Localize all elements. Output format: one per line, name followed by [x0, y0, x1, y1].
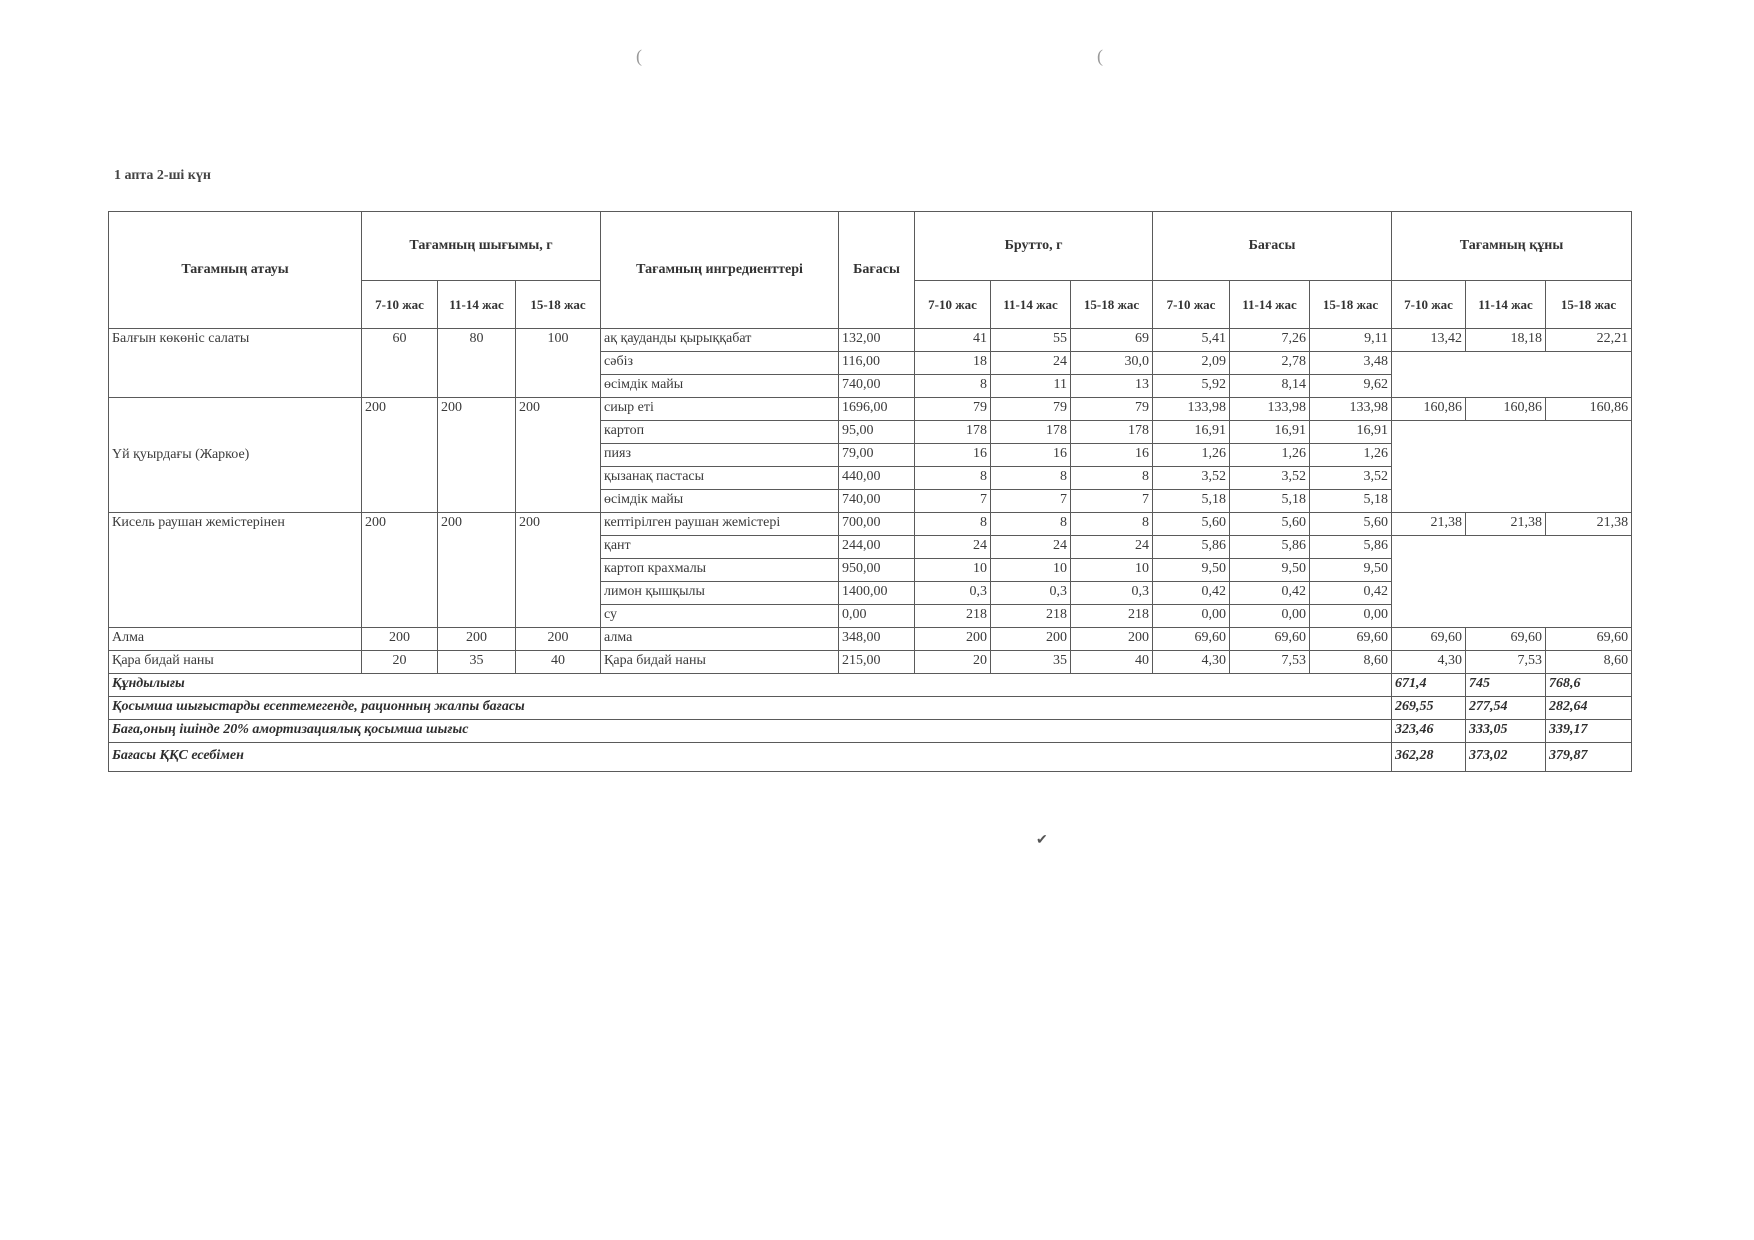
ingredient-brutto: 178: [991, 421, 1071, 444]
dish-cost: 160,86: [1466, 398, 1546, 421]
ingredient-brutto: 218: [1071, 605, 1153, 628]
header-ingredients: Тағамның ингредиенттері: [601, 212, 839, 329]
ingredient-price: 215,00: [839, 651, 915, 674]
ingredient-cost: 7,53: [1230, 651, 1310, 674]
ingredient-cost: 16,91: [1230, 421, 1310, 444]
ingredient-brutto: 18: [915, 352, 991, 375]
dish-output: 60: [362, 329, 438, 398]
age-col: 11-14 жас: [438, 281, 516, 329]
ingredient-brutto: 218: [991, 605, 1071, 628]
ingredient-brutto: 8: [915, 375, 991, 398]
summary-value: 671,4: [1392, 674, 1466, 697]
ingredient-name: қызанақ пастасы: [601, 467, 839, 490]
ingredient-name: Қара бидай наны: [601, 651, 839, 674]
ingredient-cost: 5,86: [1230, 536, 1310, 559]
ingredient-brutto: 35: [991, 651, 1071, 674]
dish-cost-empty: [1392, 421, 1632, 513]
ingredient-brutto: 41: [915, 329, 991, 352]
ingredient-price: 440,00: [839, 467, 915, 490]
ingredient-brutto: 7: [1071, 490, 1153, 513]
dish-cost: 69,60: [1546, 628, 1632, 651]
ingredient-brutto: 79: [1071, 398, 1153, 421]
age-col: 7-10 жас: [915, 281, 991, 329]
ingredient-cost: 5,60: [1310, 513, 1392, 536]
header-brutto: Брутто, г: [915, 212, 1153, 281]
menu-cost-table: [108, 211, 1632, 772]
ingredient-cost: 9,11: [1310, 329, 1392, 352]
ingredient-cost: 3,52: [1310, 467, 1392, 490]
table-row: [109, 651, 1632, 674]
ingredient-price: 700,00: [839, 513, 915, 536]
ingredient-brutto: 79: [915, 398, 991, 421]
ingredient-price: 0,00: [839, 605, 915, 628]
header-dish-cost: Тағамның құны: [1392, 212, 1632, 281]
ingredient-name: сиыр еті: [601, 398, 839, 421]
ingredient-name: өсімдік майы: [601, 375, 839, 398]
ingredient-cost: 69,60: [1310, 628, 1392, 651]
ingredient-cost: 1,26: [1310, 444, 1392, 467]
ingredient-cost: 5,18: [1230, 490, 1310, 513]
ingredient-cost: 2,09: [1153, 352, 1230, 375]
ingredient-cost: 133,98: [1230, 398, 1310, 421]
ingredient-price: 1696,00: [839, 398, 915, 421]
dish-cost: 21,38: [1392, 513, 1466, 536]
ingredient-price: 348,00: [839, 628, 915, 651]
summary-value: 373,02: [1466, 743, 1546, 772]
ingredient-cost: 16,91: [1310, 421, 1392, 444]
age-col: 11-14 жас: [1466, 281, 1546, 329]
dish-output: 200: [438, 398, 516, 513]
ingredient-name: лимон қышқылы: [601, 582, 839, 605]
ingredient-brutto: 8: [915, 513, 991, 536]
ingredient-cost: 7,26: [1230, 329, 1310, 352]
ingredient-cost: 3,48: [1310, 352, 1392, 375]
dish-cost: 7,53: [1466, 651, 1546, 674]
age-col: 7-10 жас: [1392, 281, 1466, 329]
summary-value: 333,05: [1466, 720, 1546, 743]
scan-mark: (: [636, 46, 642, 66]
ingredient-brutto: 8: [991, 513, 1071, 536]
ingredient-cost: 5,86: [1153, 536, 1230, 559]
dish-cost-empty: [1392, 536, 1632, 628]
summary-row: [109, 720, 1632, 743]
ingredient-name: су: [601, 605, 839, 628]
scan-mark: ✔: [1036, 833, 1048, 848]
ingredient-brutto: 7: [991, 490, 1071, 513]
ingredient-cost: 9,50: [1153, 559, 1230, 582]
ingredient-cost: 133,98: [1310, 398, 1392, 421]
summary-value: 277,54: [1466, 697, 1546, 720]
ingredient-brutto: 0,3: [991, 582, 1071, 605]
dish-output: 100: [516, 329, 601, 398]
dish-output: 200: [516, 513, 601, 628]
dish-name: Кисель раушан жемістерінен: [109, 513, 362, 628]
ingredient-name: картоп крахмалы: [601, 559, 839, 582]
summary-label: Қосымша шығыстарды есептемегенде, рационның жалпы бағасы: [109, 697, 1392, 720]
ingredient-name: өсімдік майы: [601, 490, 839, 513]
dish-name: Балғын көкөніс салаты: [109, 329, 362, 398]
dish-cost: 21,38: [1546, 513, 1632, 536]
ingredient-name: кептірілген раушан жемістері: [601, 513, 839, 536]
ingredient-cost: 16,91: [1153, 421, 1230, 444]
header-output: Тағамның шығымы, г: [362, 212, 601, 281]
dish-name: Үй қуырдағы (Жаркое): [109, 398, 362, 513]
ingredient-brutto: 10: [1071, 559, 1153, 582]
dish-cost: 18,18: [1466, 329, 1546, 352]
age-col: 15-18 жас: [1546, 281, 1632, 329]
dish-name: Қара бидай наны: [109, 651, 362, 674]
ingredient-cost: 133,98: [1153, 398, 1230, 421]
ingredient-price: 740,00: [839, 375, 915, 398]
age-col: 15-18 жас: [1310, 281, 1392, 329]
age-col: 11-14 жас: [991, 281, 1071, 329]
ingredient-cost: 5,18: [1310, 490, 1392, 513]
header-cost: Бағасы: [1153, 212, 1392, 281]
ingredient-cost: 5,60: [1153, 513, 1230, 536]
summary-row: [109, 674, 1632, 697]
ingredient-cost: 9,50: [1230, 559, 1310, 582]
table-body: [109, 329, 1632, 772]
table-row: [109, 329, 1632, 352]
ingredient-price: 132,00: [839, 329, 915, 352]
ingredient-cost: 9,50: [1310, 559, 1392, 582]
dish-output: 80: [438, 329, 516, 398]
table-row: [109, 513, 1632, 536]
summary-value: 282,64: [1546, 697, 1632, 720]
ingredient-cost: 5,18: [1153, 490, 1230, 513]
table-row: [109, 628, 1632, 651]
summary-value: 379,87: [1546, 743, 1632, 772]
ingredient-brutto: 10: [991, 559, 1071, 582]
ingredient-brutto: 13: [1071, 375, 1153, 398]
ingredient-cost: 2,78: [1230, 352, 1310, 375]
ingredient-brutto: 55: [991, 329, 1071, 352]
ingredient-brutto: 16: [991, 444, 1071, 467]
dish-cost-empty: [1392, 352, 1632, 398]
summary-value: 339,17: [1546, 720, 1632, 743]
ingredient-brutto: 69: [1071, 329, 1153, 352]
ingredient-brutto: 40: [1071, 651, 1153, 674]
dish-output: 200: [362, 628, 438, 651]
ingredient-cost: 5,86: [1310, 536, 1392, 559]
ingredient-cost: 5,41: [1153, 329, 1230, 352]
age-col: 15-18 жас: [1071, 281, 1153, 329]
ingredient-cost: 0,00: [1310, 605, 1392, 628]
ingredient-price: 740,00: [839, 490, 915, 513]
ingredient-cost: 4,30: [1153, 651, 1230, 674]
dish-output: 200: [362, 398, 438, 513]
dish-cost: 8,60: [1546, 651, 1632, 674]
header-price: Бағасы: [839, 212, 915, 329]
dish-cost: 69,60: [1392, 628, 1466, 651]
ingredient-price: 116,00: [839, 352, 915, 375]
ingredient-brutto: 0,3: [1071, 582, 1153, 605]
dish-output: 200: [516, 398, 601, 513]
ingredient-cost: 0,00: [1153, 605, 1230, 628]
age-col: 11-14 жас: [1230, 281, 1310, 329]
ingredient-price: 1400,00: [839, 582, 915, 605]
ingredient-brutto: 79: [991, 398, 1071, 421]
dish-output: 200: [438, 628, 516, 651]
ingredient-brutto: 11: [991, 375, 1071, 398]
dish-output: 200: [362, 513, 438, 628]
ingredient-brutto: 7: [915, 490, 991, 513]
ingredient-brutto: 218: [915, 605, 991, 628]
ingredient-cost: 5,92: [1153, 375, 1230, 398]
ingredient-brutto: 16: [1071, 444, 1153, 467]
ingredient-cost: 9,62: [1310, 375, 1392, 398]
dish-cost: 69,60: [1466, 628, 1546, 651]
ingredient-price: 244,00: [839, 536, 915, 559]
age-col: 7-10 жас: [1153, 281, 1230, 329]
ingredient-brutto: 8: [1071, 467, 1153, 490]
ingredient-brutto: 178: [915, 421, 991, 444]
summary-value: 745: [1466, 674, 1546, 697]
header-dish-name: Тағамның атауы: [109, 212, 362, 329]
summary-label: Құндылығы: [109, 674, 1392, 697]
ingredient-name: пияз: [601, 444, 839, 467]
ingredient-brutto: 24: [915, 536, 991, 559]
ingredient-name: алма: [601, 628, 839, 651]
ingredient-brutto: 16: [915, 444, 991, 467]
summary-row: [109, 697, 1632, 720]
ingredient-brutto: 24: [1071, 536, 1153, 559]
dish-output: 200: [516, 628, 601, 651]
ingredient-cost: 69,60: [1230, 628, 1310, 651]
ingredient-brutto: 24: [991, 352, 1071, 375]
ingredient-cost: 8,14: [1230, 375, 1310, 398]
ingredient-brutto: 30,0: [1071, 352, 1153, 375]
dish-output: 20: [362, 651, 438, 674]
summary-row: [109, 743, 1632, 772]
dish-cost: 160,86: [1392, 398, 1466, 421]
dish-cost: 4,30: [1392, 651, 1466, 674]
age-col: 15-18 жас: [516, 281, 601, 329]
ingredient-cost: 0,42: [1230, 582, 1310, 605]
ingredient-brutto: 200: [915, 628, 991, 651]
summary-label: Баға,оның ішінде 20% амортизациялық қосымша шығыс: [109, 720, 1392, 743]
ingredient-price: 950,00: [839, 559, 915, 582]
ingredient-brutto: 200: [1071, 628, 1153, 651]
dish-output: 40: [516, 651, 601, 674]
dish-name: Алма: [109, 628, 362, 651]
age-col: 7-10 жас: [362, 281, 438, 329]
ingredient-brutto: 24: [991, 536, 1071, 559]
ingredient-cost: 0,42: [1153, 582, 1230, 605]
ingredient-brutto: 200: [991, 628, 1071, 651]
dish-cost: 21,38: [1466, 513, 1546, 536]
summary-value: 768,6: [1546, 674, 1632, 697]
page-heading: 1 апта 2-ші күн: [114, 168, 211, 183]
dish-output: 35: [438, 651, 516, 674]
dish-output: 200: [438, 513, 516, 628]
ingredient-cost: 69,60: [1153, 628, 1230, 651]
ingredient-price: 95,00: [839, 421, 915, 444]
table-header: [109, 212, 1632, 329]
summary-value: 323,46: [1392, 720, 1466, 743]
ingredient-name: ақ қауданды қырыққабат: [601, 329, 839, 352]
ingredient-cost: 3,52: [1153, 467, 1230, 490]
ingredient-price: 79,00: [839, 444, 915, 467]
ingredient-cost: 0,42: [1310, 582, 1392, 605]
dish-cost: 160,86: [1546, 398, 1632, 421]
ingredient-cost: 0,00: [1230, 605, 1310, 628]
scan-mark: (: [1097, 46, 1103, 66]
ingredient-brutto: 8: [915, 467, 991, 490]
ingredient-cost: 5,60: [1230, 513, 1310, 536]
ingredient-name: қант: [601, 536, 839, 559]
summary-value: 269,55: [1392, 697, 1466, 720]
summary-label: Бағасы ҚҚС есебімен: [109, 743, 1392, 772]
ingredient-brutto: 178: [1071, 421, 1153, 444]
ingredient-brutto: 0,3: [915, 582, 991, 605]
ingredient-cost: 3,52: [1230, 467, 1310, 490]
ingredient-cost: 1,26: [1153, 444, 1230, 467]
dish-cost: 13,42: [1392, 329, 1466, 352]
ingredient-name: сәбіз: [601, 352, 839, 375]
ingredient-brutto: 8: [1071, 513, 1153, 536]
dish-cost: 22,21: [1546, 329, 1632, 352]
ingredient-cost: 1,26: [1230, 444, 1310, 467]
ingredient-cost: 8,60: [1310, 651, 1392, 674]
ingredient-brutto: 8: [991, 467, 1071, 490]
ingredient-brutto: 20: [915, 651, 991, 674]
ingredient-name: картоп: [601, 421, 839, 444]
summary-value: 362,28: [1392, 743, 1466, 772]
table-row: [109, 398, 1632, 421]
ingredient-brutto: 10: [915, 559, 991, 582]
